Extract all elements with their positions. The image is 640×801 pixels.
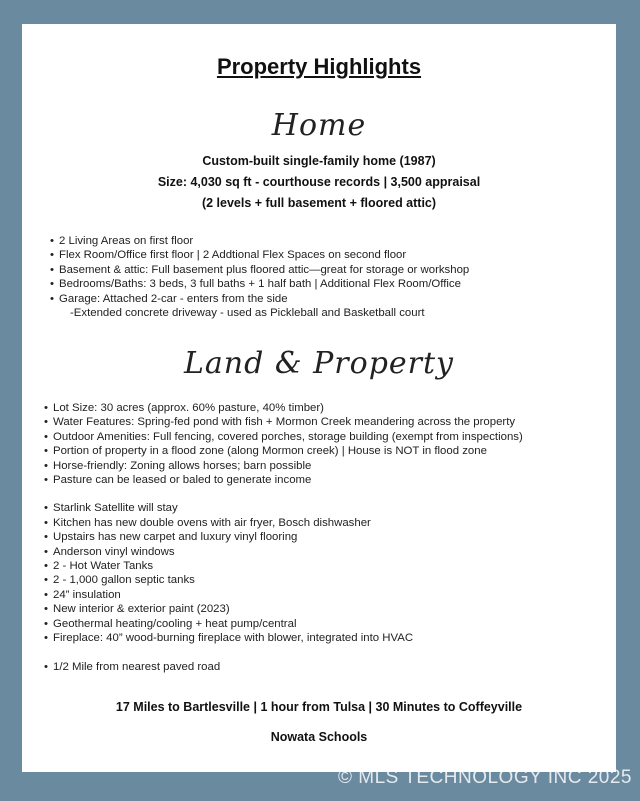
copyright-watermark: © MLS TECHNOLOGY INC 2025 [337,767,632,788]
list-item: • 24” insulation [44,588,523,602]
list-item: • Bedrooms/Baths: 3 beds, 3 full baths + 1 half bath | Additional Flex Room/Office [50,277,469,291]
home-summary-line-1: Custom-built single-family home (1987) [202,154,436,168]
schools-line: Nowata Schools [270,730,368,744]
land-list [44,401,523,674]
list-item: • Kitchen has new double ovens with air fryer, Bosch dishwasher [44,516,523,530]
home-list [50,234,469,320]
list-spacer [44,487,523,501]
distances-line: 17 Miles to Bartlesville | 1 hour from Tulsa | 30 Minutes to Coffeyville [115,700,523,714]
home-heading: Home [271,108,367,143]
list-item: • Outdoor Amenities: Full fencing, covered porches, storage building (exempt from inspections) [44,430,523,444]
list-item: • 2 Living Areas on first floor [50,234,469,248]
list-item: • New interior & exterior paint (2023) [44,602,523,616]
list-subitem: -Extended concrete driveway - used as Pickleball and Basketball court [70,307,425,320]
home-summary-line-3: (2 levels + full basement + floored attic) [201,196,437,210]
list-item: • 2 - 1,000 gallon septic tanks [44,573,523,587]
page-title: Property Highlights [216,54,422,79]
list-item: • Anderson vinyl windows [44,545,523,559]
list-item: • Lot Size: 30 acres (approx. 60% pasture, 40% timber) [44,401,523,415]
list-item: • 1/2 Mile from nearest paved road [44,660,523,674]
list-item: • Geothermal heating/cooling + heat pump/central [44,617,523,631]
list-item: • Starlink Satellite will stay [44,501,523,515]
list-item: • Portion of property in a flood zone (along Mormon creek) | House is NOT in flood zone [44,444,523,458]
home-summary-line-2: Size: 4,030 sq ft - courthouse records | 3,500 appraisal [157,175,481,189]
list-item: • Garage: Attached 2-car - enters from the side [50,292,469,306]
list-item: • Horse-friendly: Zoning allows horses; barn possible [44,459,523,473]
list-item: • Fireplace: 40” wood-burning fireplace with blower, integrated into HVAC [44,631,523,645]
list-item: • Flex Room/Office first floor | 2 Addtional Flex Spaces on second floor [50,248,469,262]
list-item: • Basement & attic: Full basement plus floored attic—great for storage or workshop [50,263,469,277]
list-spacer [44,646,523,660]
highlights-card [22,24,616,772]
list-item: • Pasture can be leased or baled to generate income [44,473,523,487]
list-item: • Water Features: Spring-fed pond with fish + Mormon Creek meandering across the property [44,415,523,429]
list-item: • 2 - Hot Water Tanks [44,559,523,573]
land-heading: Land & Property [184,346,454,381]
list-item: • Upstairs has new carpet and luxury vinyl flooring [44,530,523,544]
